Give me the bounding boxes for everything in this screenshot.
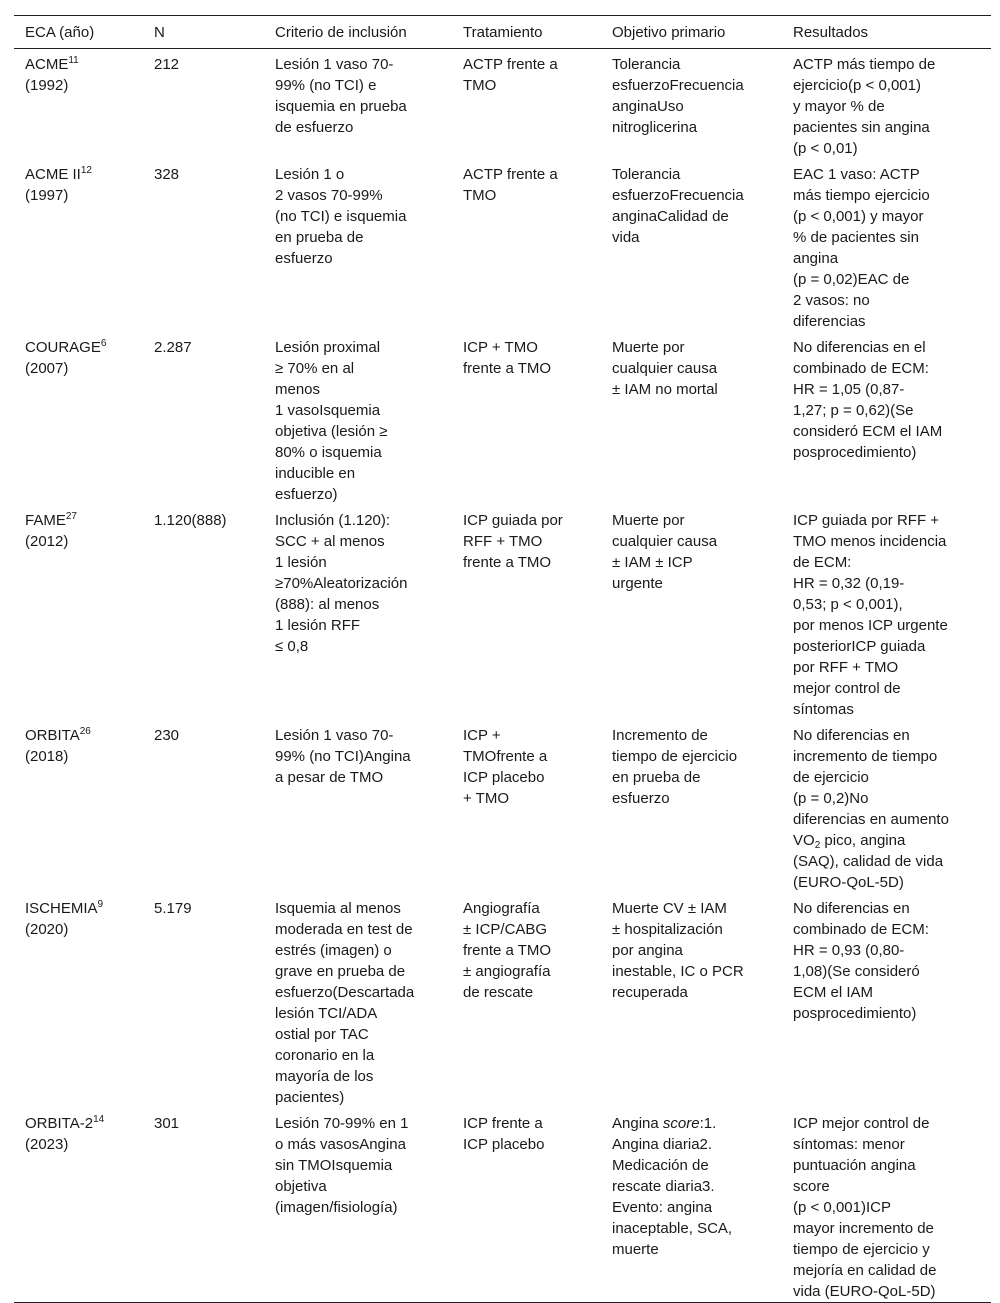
trials-table-container [14, 15, 991, 1303]
cell-eca [14, 505, 143, 720]
trial-ref: 9 [97, 899, 104, 910]
cell-objetivo: Incremento de tiempo de ejercicio en prueba de esfuerzo [612, 727, 738, 807]
cell-resultados: No diferencias en combinado de ECM: HR = 0,93 (0,80- 1,08)(Se consideró ECM el IAM posprocedimiento) [793, 900, 929, 1022]
cell-eca [14, 49, 143, 160]
cell-resultados [782, 720, 991, 893]
trial-year: (2012) [25, 533, 69, 550]
cell-criterio: Lesión 1 vaso 70- 99% (no TCI)Angina a pesar de TMO [275, 727, 411, 786]
cell-criterio: Lesión 1 vaso 70- 99% (no TCI) e isquemia en prueba de esfuerzo [275, 56, 407, 136]
cell-tratamiento: ACTP frente a TMO [463, 56, 558, 94]
cell-eca [14, 159, 143, 332]
trial-name: ORBITA-2 [25, 1115, 94, 1132]
trial-year: (2007) [25, 360, 69, 377]
trial-ref: 12 [80, 165, 92, 176]
objetivo-text: Angina [612, 1115, 663, 1132]
vo2-subscript: 2 [814, 840, 821, 851]
trial-name: ACME II [25, 166, 81, 183]
cell-eca [14, 1108, 143, 1303]
cell-objetivo [601, 1108, 782, 1303]
header-objetivo: Objetivo primario [612, 24, 726, 41]
cell-n: 301 [154, 1115, 180, 1132]
cell-tratamiento: Angiografía ± ICP/CABG frente a TMO ± angiografía de rescate [463, 900, 552, 1001]
cell-objetivo: Muerte por cualquier causa ± IAM ± ICP urgente [612, 512, 718, 592]
cell-objetivo: Tolerancia esfuerzoFrecuencia anginaCalidad de vida [612, 166, 744, 246]
table-row [14, 720, 991, 893]
cell-resultados: ACTP más tiempo de ejercicio(p < 0,001) y mayor % de pacientes sin angina (p < 0,01) [793, 56, 936, 157]
cell-resultados: ICP guiada por RFF + TMO menos incidencia de ECM: HR = 0,32 (0,19- 0,53; p < 0,001), por menos ICP urgente posteriorICP guiada por RFF + TMO mejor control de síntomas [793, 512, 948, 718]
header-eca: ECA (año) [25, 24, 95, 41]
cell-objetivo: Muerte CV ± IAM ± hospitalización por angina inestable, IC o PCR recuperada [612, 900, 744, 1001]
cell-n: 230 [154, 727, 180, 744]
trial-year: (1997) [25, 187, 69, 204]
trial-ref: 11 [68, 55, 79, 66]
cell-tratamiento: ICP + TMOfrente a ICP placebo + TMO [463, 727, 548, 807]
table-row [14, 505, 991, 720]
cell-eca [14, 893, 143, 1108]
trial-name: COURAGE [25, 339, 101, 356]
table-row [14, 332, 991, 505]
trial-year: (1992) [25, 77, 69, 94]
trial-ref: 6 [100, 338, 107, 349]
table-row [14, 49, 991, 160]
trial-name: ORBITA [25, 727, 80, 744]
cell-eca [14, 332, 143, 505]
cell-n: 1.120(888) [154, 512, 227, 529]
trial-name: ISCHEMIA [25, 900, 98, 917]
header-resultados: Resultados [793, 24, 869, 41]
cell-tratamiento: ACTP frente a TMO [463, 166, 558, 204]
header-tratamiento: Tratamiento [463, 24, 543, 41]
cell-criterio: Lesión proximal ≥ 70% en al menos 1 vasoIsquemia objetiva (lesión ≥ 80% o isquemia inducible en esfuerzo) [275, 339, 388, 503]
trial-ref: 14 [93, 1114, 105, 1125]
cell-eca [14, 720, 143, 893]
trial-year: (2023) [25, 1136, 69, 1153]
cell-criterio: Lesión 70-99% en 1 o más vasosAngina sin TMOIsquemia objetiva (imagen/fisiología) [275, 1115, 409, 1216]
objetivo-text-cont: :1. Angina diaria2. Medicación de rescate diaria3. Evento: angina inaceptable, SCA, muerte [612, 1115, 733, 1258]
resultados-text: No diferencias en incremento de tiempo de ejercicio (p = 0,2)No diferencias en aumento VO [793, 727, 949, 849]
cell-resultados: No diferencias en el combinado de ECM: HR = 1,05 (0,87- 1,27; p = 0,62)(Se consideró ECM el IAM posprocedimiento) [793, 339, 943, 461]
cell-n: 2.287 [154, 339, 192, 356]
trial-name: FAME [25, 512, 66, 529]
cell-criterio: Lesión 1 o 2 vasos 70-99% (no TCI) e isquemia en prueba de esfuerzo [275, 166, 407, 267]
cell-resultados: EAC 1 vaso: ACTP más tiempo ejercicio (p < 0,001) y mayor % de pacientes sin angina (p = 0,02)EAC de 2 vasos: no diferencias [793, 166, 930, 330]
trials-table [14, 15, 991, 1303]
cell-criterio: Inclusión (1.120): SCC + al menos 1 lesión ≥70%Aleatorización (888): al menos 1 lesión RFF ≤ 0,8 [275, 512, 408, 655]
cell-objetivo: Muerte por cualquier causa ± IAM no mortal [612, 339, 718, 398]
header-n: N [154, 24, 165, 41]
cell-n: 328 [154, 166, 180, 183]
trial-name: ACME [25, 56, 69, 73]
cell-tratamiento: ICP frente a ICP placebo [463, 1115, 545, 1153]
resultados-text-cont: pico, angina (SAQ), calidad de vida (EURO-QoL-5D) [793, 832, 944, 891]
trial-ref: 26 [79, 726, 91, 737]
cell-n: 5.179 [154, 900, 192, 917]
cell-tratamiento: ICP guiada por RFF + TMO frente a TMO [463, 512, 563, 571]
objetivo-italic: score [662, 1115, 700, 1132]
cell-objetivo: Tolerancia esfuerzoFrecuencia anginaUso nitroglicerina [612, 56, 744, 136]
cell-n: 212 [154, 56, 180, 73]
header-criterio: Criterio de inclusión [275, 24, 407, 41]
table-row [14, 893, 991, 1108]
trial-year: (2018) [25, 748, 69, 765]
cell-tratamiento: ICP + TMO frente a TMO [463, 339, 552, 377]
trial-year: (2020) [25, 921, 69, 938]
trial-ref: 27 [65, 511, 77, 522]
cell-criterio: Isquemia al menos moderada en test de estrés (imagen) o grave en prueba de esfuerzo(Descartada lesión TCI/ADA ostial por TAC coronario en la mayoría de los pacientes) [275, 900, 415, 1106]
table-row [14, 1108, 991, 1303]
cell-resultados: ICP mejor control de síntomas: menor puntuación angina score (p < 0,001)ICP mayor incremento de tiempo de ejercicio y mejoría en calidad de vida (EURO-QoL-5D) [793, 1115, 937, 1300]
table-header-row [14, 16, 991, 49]
table-row [14, 159, 991, 332]
